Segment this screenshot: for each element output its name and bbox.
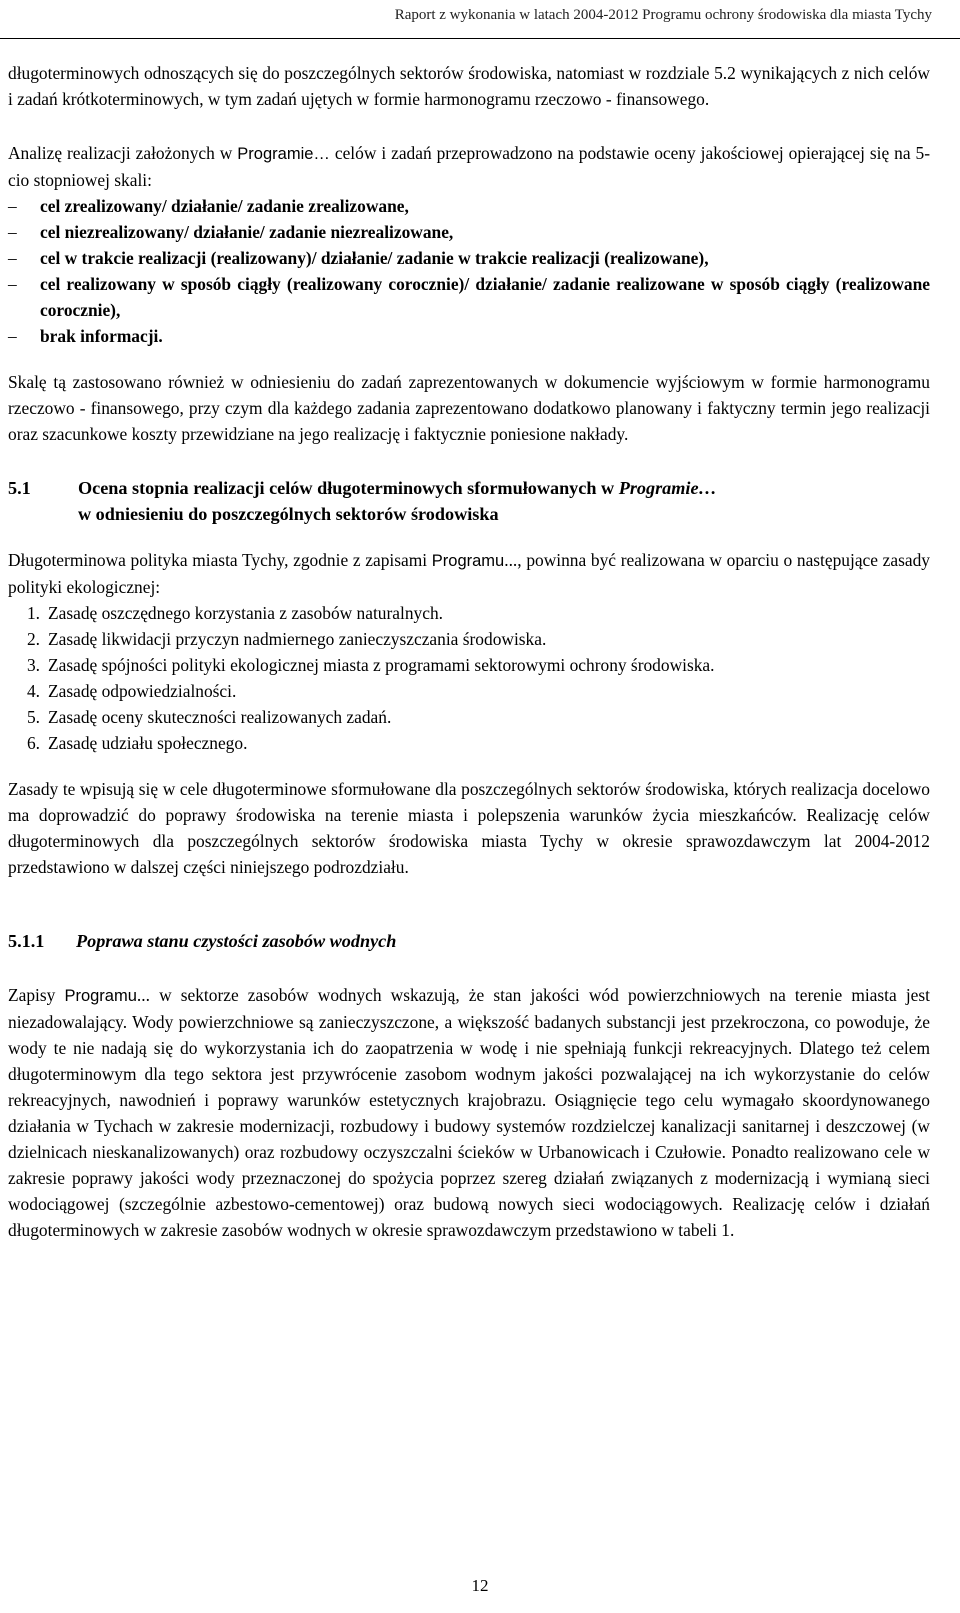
summary-paragraph: Zasady te wpisują się w cele długoterminowe sformułowane dla poszczególnych sektorów środowiska, których realizacja docelowo ma doprowadzić do poprawy środowiska na terenie miasta i polepszenia warunków życia mieszkańców. Realizację celów długoterminowych dla poszczególnych sektorów środowiska miasta Tychy w okresie sprawozdawczym lat 2004-2012 przedstawiono w dalszej części niniejszego podrozdziału.	[8, 779, 930, 877]
principle-number: 5.	[26, 707, 40, 727]
page-number: 12	[471, 1576, 489, 1595]
principle-text: Zasadę likwidacji przyczyn nadmiernego zanieczyszczania środowiska.	[48, 629, 547, 649]
section-title-text-a: Ocena stopnia realizacji celów długoterminowych sformułowanych w	[78, 478, 619, 498]
principle-text: Zasadę spójności polityki ekologicznej miasta z programami sektorowymi ochrony środowiska.	[48, 655, 715, 675]
page-header	[0, 0, 960, 39]
water-text-b: ... w sektorze zasobów wodnych wskazują, że stan jakości wód powierzchniowych na terenie miasta jest niezadowalający. Wody powierzchniowe są zanieczyszczone, a większość badanych substancji jest przekroczona, co powoduje, że wody te nie nadają się do wykorzystania ich do zaopatrzenia w wodę i nie spełniają funkcji rekreacyjnych. Dlatego też celem długoterminowym dla tego sektora jest przywrócenie zasobom wodnym jakości pozwalającej na ich wykorzystanie do celów rekreacyjnych, nawodnień i poprawy warunków estetycznych krajobrazu. Osiągnięcie tego celu wymagało skoordynowanego działania w Tychach w zakresie modernizacji, rozbudowy i budowy systemów rozdzielczej kanalizacji sanitarnej i deszczowej (w dzielnicach nieskanalizowanych) oraz rozbudowy oczyszczalni ścieków w Urbanowicach i Czułowie. Ponadto realizowano cele w zakresie poprawy jakości wody przeznaczonej do spożycia poprzez szereg działań związanych z modernizacją i wymianą sieci wodociągowej (szczególnie azbestowo-cementowej) oraz budową nowych sieci wodociągowych. Realizację celów i działań długoterminowych w zakresie zasobów wodnych w okresie sprawozdawczym przedstawiono w tabeli 1.	[8, 985, 930, 1240]
principle-text: Zasadę oceny skuteczności realizowanych zadań.	[48, 707, 392, 727]
analysis-lead-text-b: celów i zadań przeprowadzono na podstawie oceny jakościowej opierającej się na 5-cio stopniowej skali:	[8, 143, 930, 190]
section-title-program: Programie…	[618, 478, 717, 498]
program-reference: Programu	[431, 552, 505, 570]
scale-item: – cel niezrealizowany/ działanie/ zadanie niezrealizowane,	[8, 219, 930, 245]
principle-item	[8, 704, 930, 730]
scale-item: – brak informacji.	[8, 323, 930, 349]
section-title	[78, 475, 930, 527]
water-text-a: Zapisy	[8, 985, 65, 1005]
scale-item: – cel zrealizowany/ działanie/ zadanie zrealizowane,	[8, 193, 930, 219]
principle-number: 2.	[26, 629, 40, 649]
scale-item: – cel realizowany w sposób ciągły (realizowany corocznie)/ działanie/ zadanie realizowane w sposób ciągły (realizowane corocznie),	[8, 271, 930, 323]
policy-text-a: Długoterminowa polityka miasta Tychy, zgodnie z zapisami	[8, 550, 432, 570]
document-body	[8, 60, 930, 1243]
program-reference: Programie…	[237, 145, 330, 163]
policy-text-b: ..., powinna być realizowana w oparciu o następujące zasady polityki ekologicznej:	[8, 550, 930, 597]
principle-item	[8, 626, 930, 652]
principle-number: 6.	[26, 733, 40, 753]
analysis-lead	[8, 140, 930, 193]
principle-item	[8, 600, 930, 626]
subsection-title: Poprawa stanu czystości zasobów wodnych	[76, 931, 397, 951]
principle-text: Zasadę odpowiedzialności.	[48, 681, 237, 701]
principle-text: Zasadę udziału społecznego.	[48, 733, 248, 753]
assessment-scale-list	[8, 193, 930, 349]
principle-item	[8, 652, 930, 678]
analysis-lead-text-a: Analizę realizacji założonych w	[8, 143, 238, 163]
scale-item: – cel w trakcie realizacji (realizowany)/ działanie/ zadanie w trakcie realizacji (realizowane),	[8, 245, 930, 271]
principles-list	[8, 600, 930, 756]
principle-number: 4.	[26, 681, 40, 701]
principle-item	[8, 678, 930, 704]
principle-item	[8, 730, 930, 756]
principle-number: 3.	[26, 655, 40, 675]
intro-paragraph: długoterminowych odnoszących się do poszczególnych sektorów środowiska, natomiast w rozdziale 5.2 wynikających z nich celów i zadań krótkoterminowych, w tym zadań ujętych w formie harmonogramu rzeczowo - finansowego.	[8, 63, 930, 109]
section-5-1-heading	[8, 475, 930, 527]
principle-number: 1.	[26, 603, 40, 623]
subsection-number: 5.1.1	[8, 931, 45, 951]
section-5-1-1-heading	[8, 928, 930, 954]
header-title: Raport z wykonania w latach 2004-2012 Programu ochrony środowiska dla miasta Tychy	[394, 7, 932, 23]
scale-note-paragraph: Skalę tą zastosowano również w odniesieniu do zadań zaprezentowanych w dokumencie wyjściowym w formie harmonogramu rzeczowo - finansowego, przy czym dla każdego zadania zaprezentowano dodatkowo planowany i faktyczny termin jego realizacji oraz szacunkowe koszty przewidziane na jego realizację i faktycznie poniesione nakłady.	[8, 372, 930, 444]
section-title-text-b: w odniesieniu do poszczególnych sektorów środowiska	[78, 504, 499, 524]
water-resources-paragraph	[8, 982, 930, 1243]
section-number: 5.1	[8, 478, 31, 498]
principle-text: Zasadę oszczędnego korzystania z zasobów naturalnych.	[48, 603, 443, 623]
policy-paragraph	[8, 547, 930, 600]
program-reference: Programu	[64, 987, 137, 1005]
